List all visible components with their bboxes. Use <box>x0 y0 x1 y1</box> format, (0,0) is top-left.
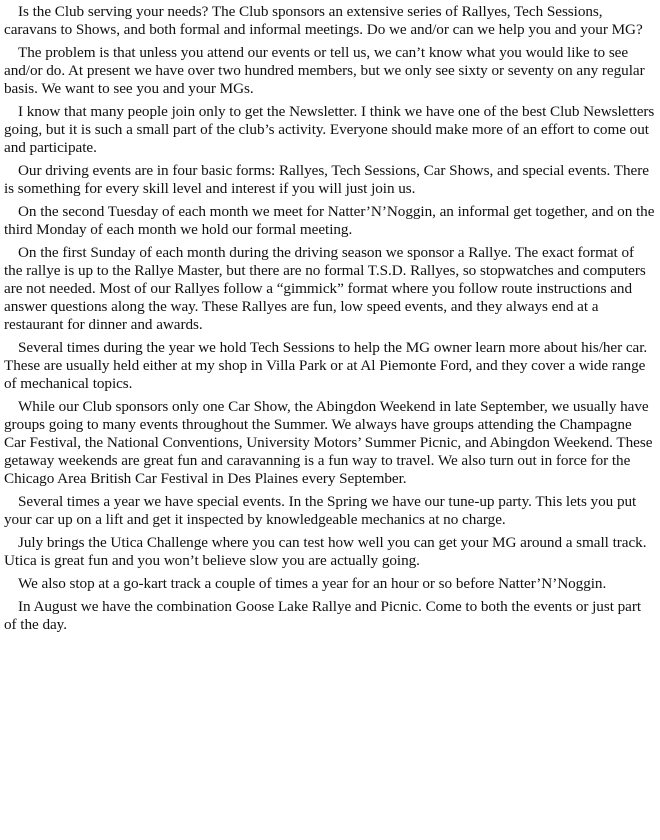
newsletter-article <box>4 3 656 639</box>
paragraph-club-needs: Is the Club serving your needs? The Club sponsors an extensive series of Rallyes, Tech Sessions, caravans to Shows, and both formal and informal meetings. Do we and/or can we help you and your MG? <box>4 3 643 38</box>
paragraph-utica-challenge: July brings the Utica Challenge where you can test how well you can get your MG around a small track. Utica is great fun and you won’t believe slow you are actually going. <box>4 534 647 569</box>
paragraph-driving-events: Our driving events are in four basic forms: Rallyes, Tech Sessions, Car Shows, and special events. There is something for every skill level and interest if you will just join us. <box>4 162 649 197</box>
paragraph-special-events: Several times a year we have special events. In the Spring we have our tune-up party. This lets you put your car up on a lift and get it inspected by knowledgeable mechanics at no charge. <box>4 493 637 528</box>
paragraph-attendance-problem: The problem is that unless you attend our events or tell us, we can’t know what you would like to see and/or do. At present we have over two hundred members, but we only see sixty or seventy on any regular basis. We want to see you and your MGs. <box>4 44 645 97</box>
paragraph-go-kart: We also stop at a go-kart track a couple of times a year for an hour or so before Natter’N’Noggin. <box>18 575 607 592</box>
paragraph-car-shows: While our Club sponsors only one Car Show, the Abingdon Weekend in late September, we usually have groups going to many events throughout the Summer. We always have groups attending the Champagne Car Festival, the National Conventions, University Motors’ Summer Picnic, and Abingdon Weekend. These getaway weekends are great fun and caravanning is a fun way to travel. We also turn out in force for the Chicago Area British Car Festival in Des Plaines every September. <box>4 398 653 487</box>
paragraph-monthly-meetings: On the second Tuesday of each month we meet for Natter’N’Noggin, an informal get together, and on the third Monday of each month we hold our formal meeting. <box>4 203 655 238</box>
paragraph-tech-sessions: Several times during the year we hold Tech Sessions to help the MG owner learn more about his/her car. These are usually held either at my shop in Villa Park or at Al Piemonte Ford, and they cover a wide range of mechanical topics. <box>4 339 648 392</box>
paragraph-newsletter: I know that many people join only to get the Newsletter. I think we have one of the best Club Newsletters going, but it is such a small part of the club’s activity. Everyone should make more of an effort to come out and participate. <box>4 103 655 156</box>
paragraph-rallyes: On the first Sunday of each month during the driving season we sponsor a Rallye. The exact format of the rallye is up to the Rallye Master, but there are no formal T.S.D. Rallyes, so stopwatches and computers are not needed. Most of our Rallyes follow a “gimmick” format where you follow route instructions and answer questions along the way. These Rallyes are fun, low speed events, and they always end at a restaurant for dinner and awards. <box>4 244 646 333</box>
paragraph-goose-lake: In August we have the combination Goose Lake Rallye and Picnic. Come to both the events or just part of the day. <box>4 598 642 633</box>
